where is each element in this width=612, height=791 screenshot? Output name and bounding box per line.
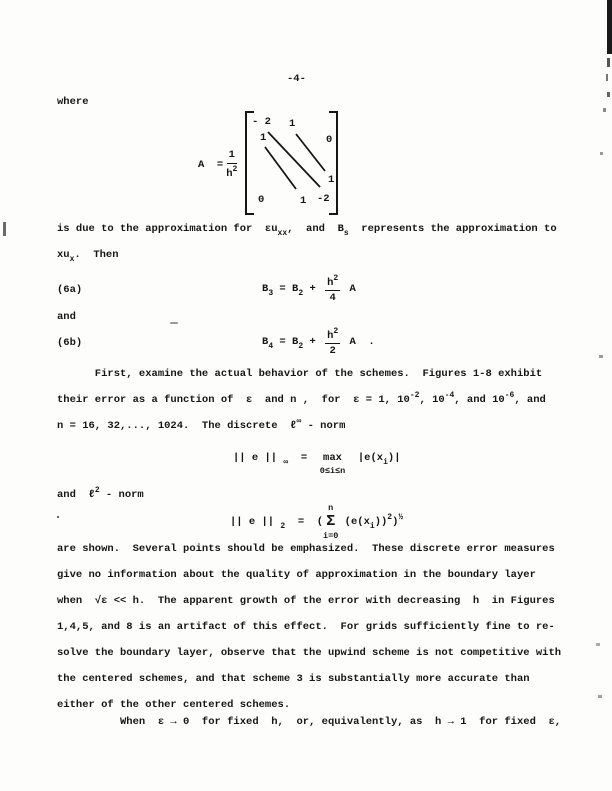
matrix-entry: 0 — [326, 134, 333, 146]
text-line: is due to the approximation for $\varepsilon u_{xx}$, and $B_s$ represents the approximation to — [57, 223, 557, 238]
max-label: max — [323, 452, 342, 464]
sum-lower-limit: i=0 — [323, 531, 339, 541]
equation-6b-label: (6b) — [57, 337, 83, 349]
text-line: When ε → 0 for fixed h, or, equivalently, as h → 1 for fixed ε, — [57, 716, 562, 728]
scan-speck — [598, 695, 602, 698]
fraction-numerator: $h^2$ — [325, 275, 340, 292]
text-line: either of the other centered schemes. — [57, 699, 291, 711]
fraction-denominator: 4 — [329, 292, 336, 304]
paragraph-first-examine — [57, 361, 546, 439]
text-line: n = 16, 32,..., 1024. The discrete ℓ∞ - norm — [57, 417, 346, 432]
equation-6a-label: (6a) — [57, 284, 83, 296]
fraction-numerator: 1 — [227, 150, 237, 164]
matrix-entry: -2 — [317, 193, 330, 205]
max-operator — [320, 450, 346, 476]
norm-2-rhs: $(e(x_i))^2)^{\frac{1}{2}}$ — [338, 512, 404, 531]
matrix-diagonal-dots-lines — [198, 108, 350, 218]
equation-6b — [262, 328, 375, 356]
norm-2-lhs: || e || $_2$ = ( — [230, 515, 324, 531]
text-line: $xu_x$. Then — [57, 249, 119, 264]
equation-6a-fraction — [325, 275, 340, 304]
fraction-denominator: 2 — [329, 345, 336, 357]
matrix-entry: - 2 — [252, 116, 271, 128]
scan-speck — [603, 108, 606, 112]
text-line: give no information about the quality of approximation in the boundary layer — [57, 569, 536, 581]
matrix-entry: 1 — [300, 195, 307, 207]
text-line: 1,4,5, and 8 is an artifact of this effect. For grids sufficiently fine to re- — [57, 621, 555, 633]
paragraph-approximation — [57, 216, 557, 268]
text-line: First, examine the actual behavior of the schemes. Figures 1-8 exhibit — [57, 368, 543, 380]
scan-speck — [607, 58, 610, 67]
text-line: solve the boundary layer, observe that the upwind scheme is not competitive with — [57, 647, 562, 659]
and-connector: and — [57, 311, 76, 323]
equation-6a-rhs: A — [343, 283, 356, 295]
max-limits: 0≤i≤n — [319, 466, 346, 476]
where-label: where — [57, 96, 89, 108]
text-line: are shown. Several points should be emphasized. These discrete error measures — [57, 543, 555, 555]
equation-6a-lhs: $B_3 = B_2$ + — [262, 282, 323, 298]
matrix-entry: 1 — [289, 118, 296, 130]
text-line: when √ε << h. The apparent growth of the error with decreasing h in Figures — [57, 595, 555, 607]
sigma-symbol: Σ — [326, 513, 336, 530]
matrix-equation — [198, 108, 350, 218]
equation-6b-lhs: $B_4 = B_2$ + — [262, 335, 323, 351]
scan-speck — [606, 74, 608, 81]
matrix-entry: 1 — [260, 132, 267, 144]
scan-speck — [599, 355, 603, 358]
norm-inf-lhs: || e || $_\infty$ = — [233, 452, 320, 467]
and-l2-norm-label: and ℓ$^2$ - norm — [57, 486, 144, 501]
norm-inf-rhs: $|e(x_i)|$ — [345, 452, 401, 467]
scan-edge-strip — [607, 0, 612, 54]
scan-speck — [57, 516, 59, 518]
fraction-numerator: $h^2$ — [325, 328, 340, 345]
matrix-lhs-symbol: A = — [198, 158, 224, 171]
matrix-entry: 0 — [258, 194, 265, 206]
scan-squiggle — [170, 322, 178, 324]
scan-speck — [596, 643, 600, 646]
scan-speck — [600, 152, 603, 155]
fraction-denominator: $h^2$ — [226, 164, 238, 180]
equation-6b-rhs: A . — [343, 336, 375, 348]
text-line: the centered schemes, and that scheme 3 is substantially more accurate than — [57, 673, 530, 685]
equation-6a — [262, 275, 356, 303]
text-line: their error as a function of ε and n , for ε = 1, $10^{-2}$, $10^{-4}$, and $10^{-6}$, and — [57, 391, 546, 406]
paragraph-are-shown — [57, 536, 561, 718]
scan-speck — [607, 92, 610, 97]
page-number: -4- — [287, 73, 306, 85]
scan-mark-left — [3, 222, 6, 236]
matrix-entry: 1 — [328, 174, 335, 186]
sum-upper-limit: n — [328, 503, 334, 513]
equation-infinity-norm — [233, 450, 401, 476]
equation-6b-fraction — [325, 328, 340, 357]
paragraph-when-epsilon — [57, 709, 561, 735]
